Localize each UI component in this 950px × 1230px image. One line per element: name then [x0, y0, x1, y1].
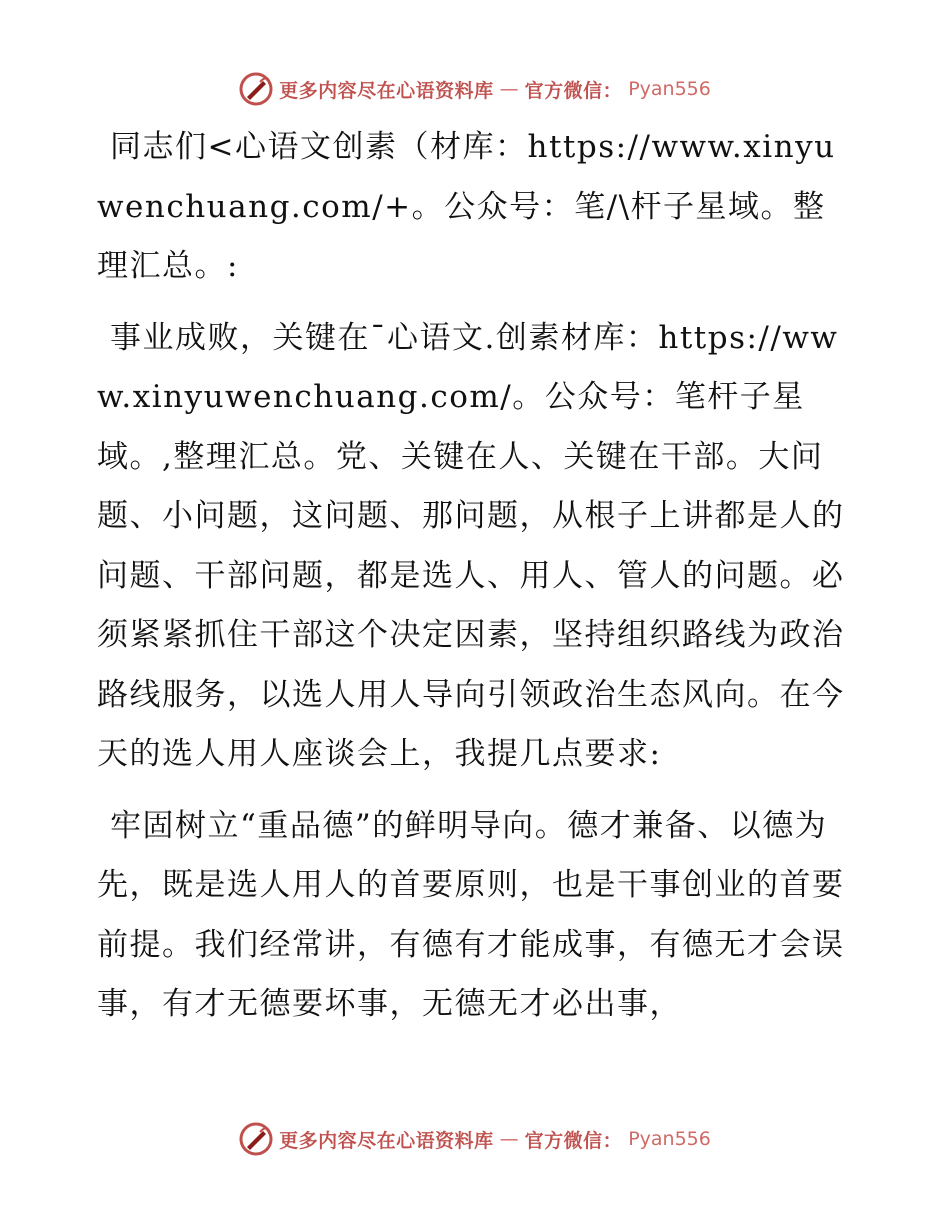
banner-text: 更多内容尽在心语资料库: [279, 1129, 494, 1152]
banner-wechat-label: 官方微信：: [524, 79, 623, 102]
banner-wechat-id: Pyan556: [628, 1128, 711, 1150]
footer-banner: [0, 1122, 950, 1156]
quill-logo-icon: [239, 72, 273, 106]
quill-logo-icon: [239, 1122, 273, 1156]
banner-wechat-label: 官方微信：: [524, 1129, 623, 1152]
paragraph-1: 同志们<心语文创素（材库：https://www.xinyuwenchuang.com/+。公众号：笔/\杆子星域。整理汇总。:: [97, 129, 836, 284]
banner-wechat-id: Pyan556: [628, 78, 711, 100]
header-banner: [0, 72, 950, 106]
banner-separator: —: [499, 78, 519, 100]
paragraph-2: 事业成败，关键在¯心语文.创素材库：https://www.xinyuwenchuang.com/。公众号：笔杆子星域。,整理汇总。党、关键在人、关键在干部。大问题、小问题，这问题、那问题，从根子上讲都是人的问题、干部问题，都是选人、用人、管人的问题。必须紧紧抓住干部这个决定因素，坚持组织路线为政治路线服务，以选人用人导向引领政治生态风向。在今天的选人用人座谈会上，我提几点要求:: [97, 319, 845, 772]
banner-separator: —: [499, 1128, 519, 1150]
paragraph-3: 牢固树立“重品德”的鲜明导向。德才兼备、以德为先，既是选人用人的首要原则，也是干事创业的首要前提。我们经常讲，有德有才能成事，有德无才会误事，有才无德要坏事，无德无才必出事，: [97, 807, 845, 1022]
banner-text: 更多内容尽在心语资料库: [279, 79, 494, 102]
document-body: [97, 118, 857, 1047]
